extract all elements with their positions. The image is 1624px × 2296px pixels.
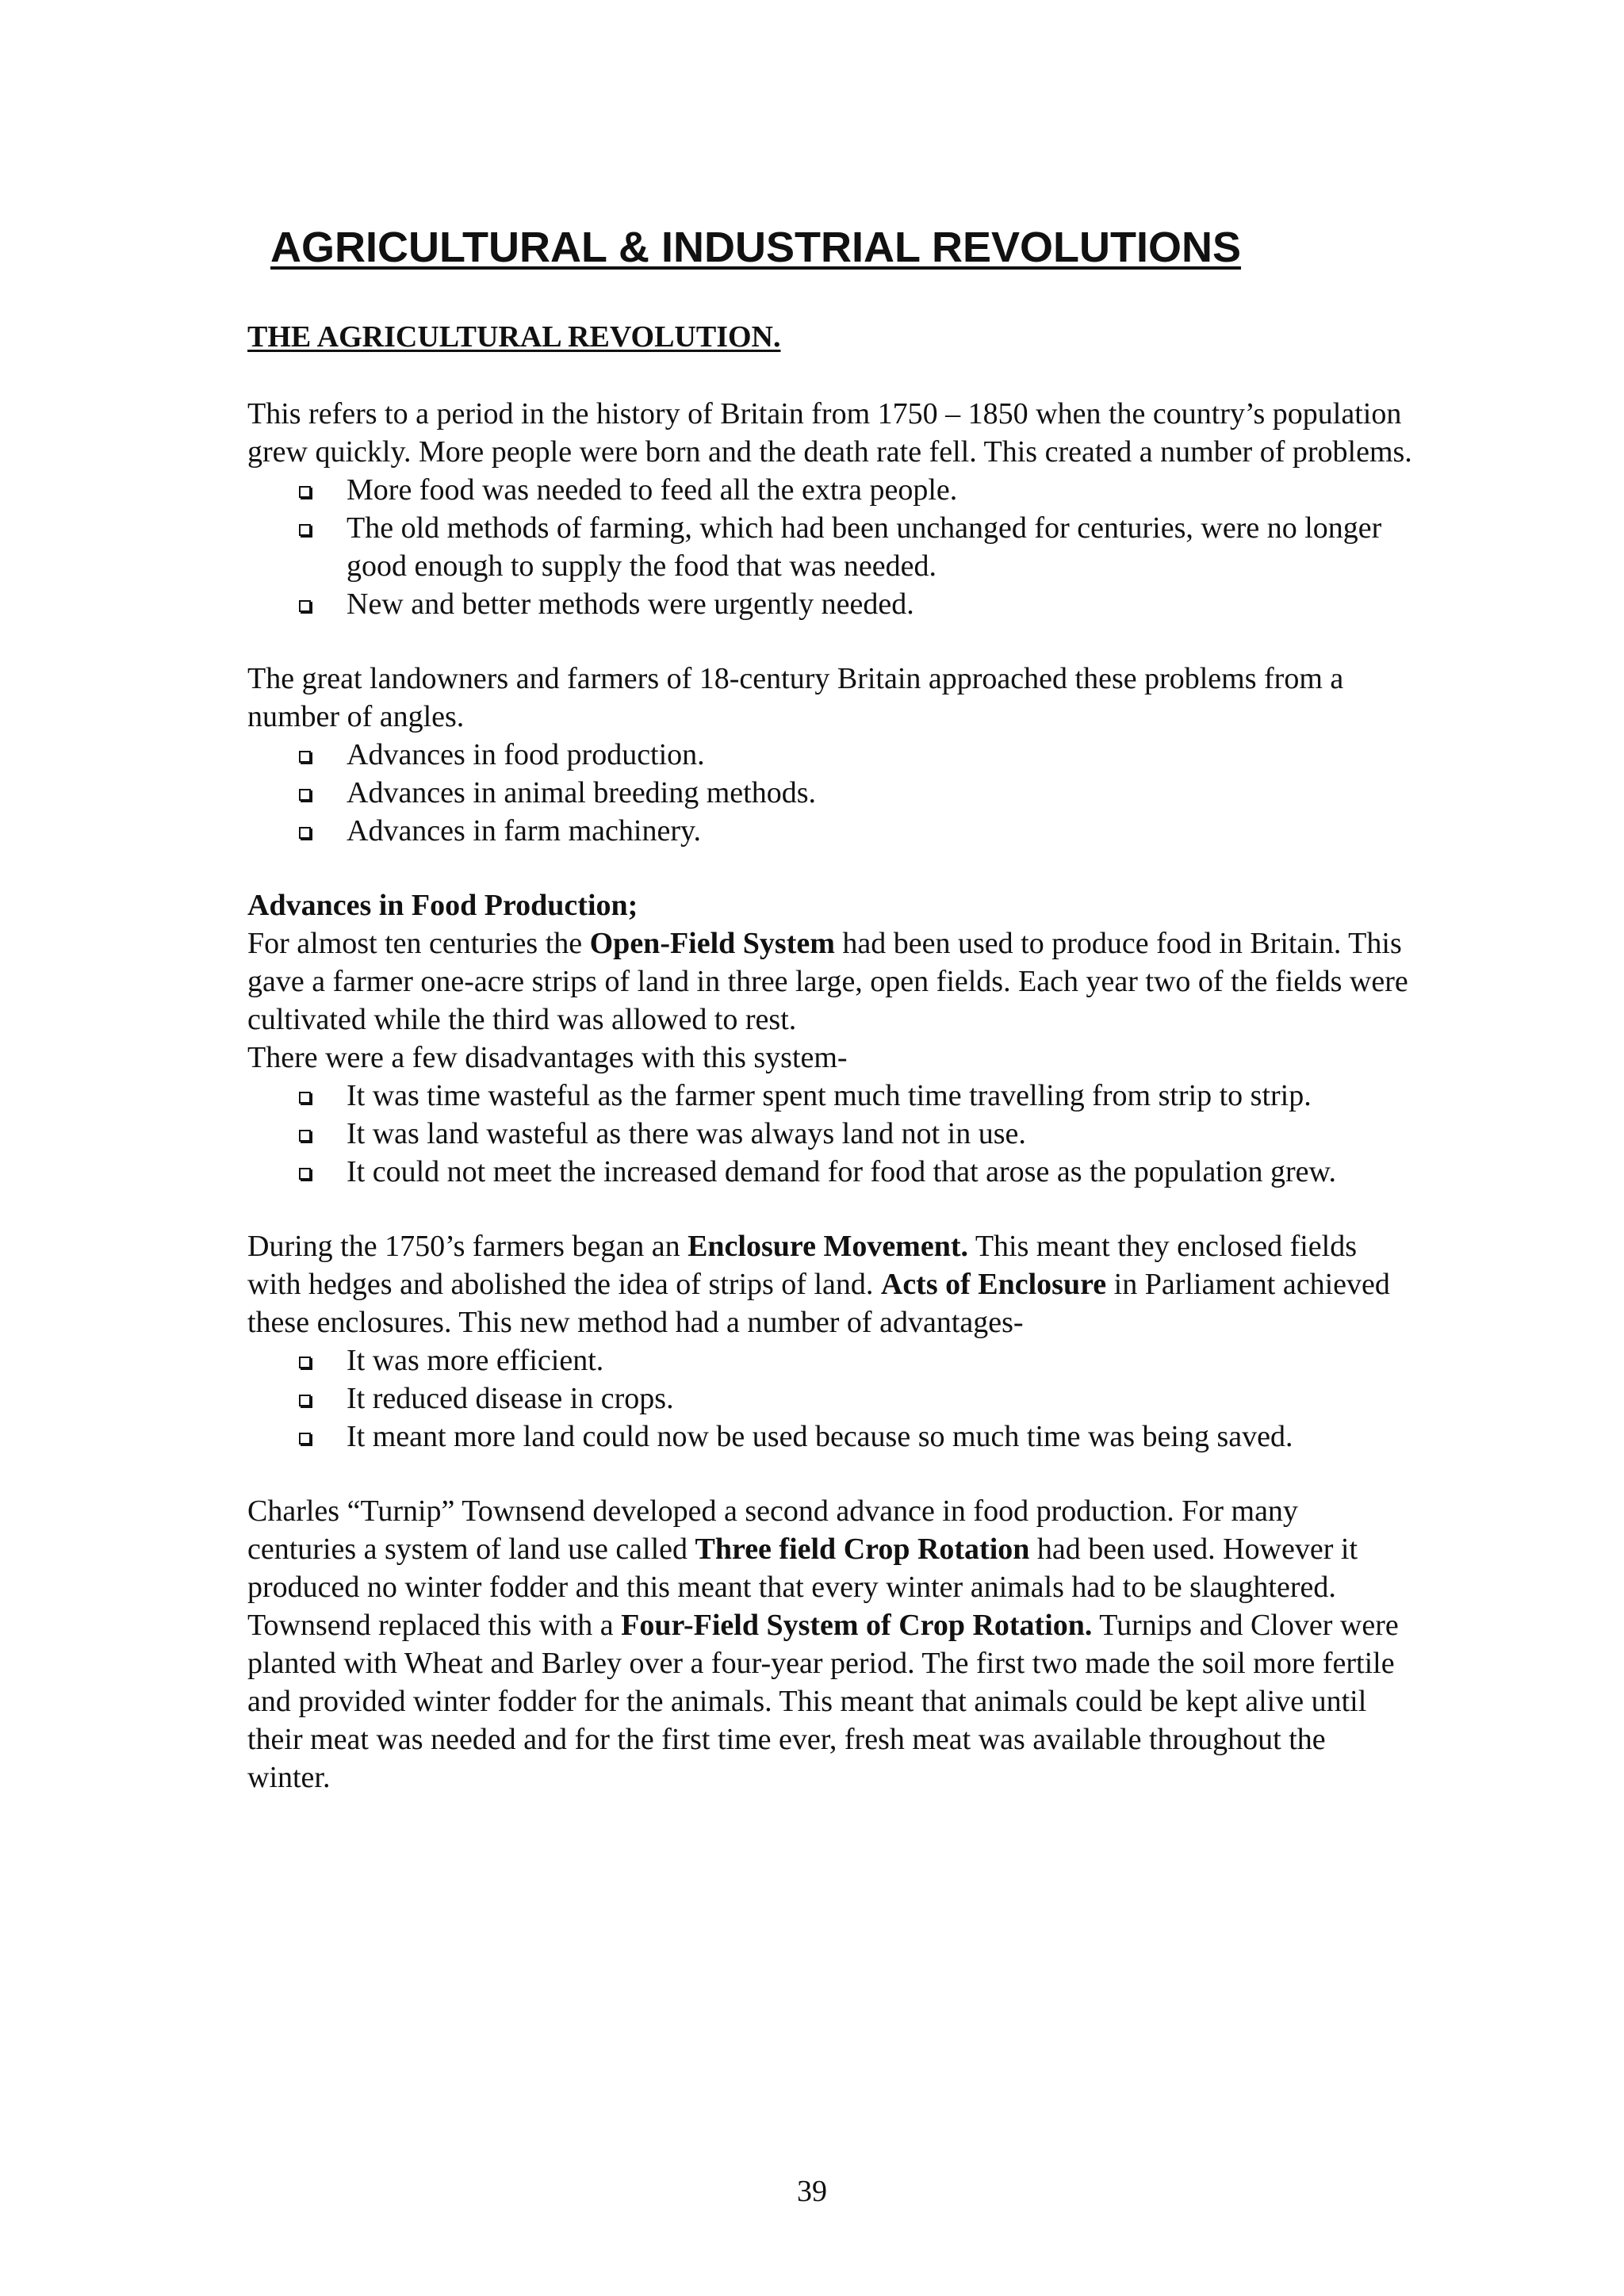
approaches-bullet-list bbox=[247, 736, 1413, 850]
page-number: 39 bbox=[797, 2175, 827, 2208]
list-item: Advances in food production. bbox=[347, 736, 1413, 774]
disadvantages-bullet-list bbox=[247, 1077, 1413, 1191]
open-field-term: Open-Field System bbox=[589, 927, 835, 961]
three-field-term: Three field Crop Rotation bbox=[695, 1533, 1030, 1567]
disadvantages-intro: There were a few disadvantages with this system- bbox=[247, 1041, 848, 1075]
list-item: It was land wasteful as there was always land not in use. bbox=[347, 1115, 1413, 1153]
list-item: Advances in farm machinery. bbox=[347, 812, 1413, 850]
intro-paragraph: This refers to a period in the history of Britain from 1750 – 1850 when the country’s population grew quickly. More people were born and the death rate fell. This created a number of problems. bbox=[247, 397, 1412, 469]
approaches-section bbox=[247, 660, 1413, 850]
four-field-term: Four-Field System of Crop Rotation. bbox=[621, 1609, 1093, 1643]
list-item: It could not meet the increased demand for food that arose as the population grew. bbox=[347, 1153, 1413, 1191]
enclosure-section bbox=[247, 1227, 1413, 1456]
food-production-heading: Advances in Food Production; bbox=[247, 889, 638, 923]
list-item: It was more efficient. bbox=[347, 1341, 1413, 1380]
list-item: It reduced disease in crops. bbox=[347, 1380, 1413, 1418]
approaches-paragraph: The great landowners and farmers of 18-century Britain approached these problems from a number of angles. bbox=[247, 662, 1344, 734]
enclosure-paragraph: During the 1750’s farmers began an Enclosure Movement. This meant they enclosed fields with hedges and abolished the idea of strips of land. Acts of Enclosure in Parliament achieved these enclosures. This new method had a number of advantages- bbox=[247, 1230, 1390, 1340]
list-item: Advances in animal breeding methods. bbox=[347, 774, 1413, 812]
open-field-paragraph: For almost ten centuries the Open-Field System had been used to produce food in Britain. This gave a farmer one-acre strips of land in three large, open fields. Each year two of the fields were cultivated while the third was allowed to rest. bbox=[247, 927, 1408, 1037]
townsend-section bbox=[247, 1492, 1413, 1797]
list-item: New and better methods were urgently needed. bbox=[347, 585, 1413, 623]
document-page bbox=[247, 222, 1413, 1833]
acts-of-enclosure-term: Acts of Enclosure bbox=[880, 1268, 1107, 1302]
list-item: The old methods of farming, which had been unchanged for centuries, were no longer good enough to supply the food that was needed. bbox=[347, 509, 1413, 585]
townsend-paragraph: Charles “Turnip” Townsend developed a second advance in food production. For many centuries a system of land use called Three field Crop Rotation had been used. However it produced no winter fodder and this meant that every winter animals had to be slaughtered. Townsend replaced this with a Four-Field System of Crop Rotation. Turnips and Clover were planted with Wheat and Barley over a four-year period. The first two made the soil more fertile and provided winter fodder for the animals. This meant that animals could be kept alive until their meat was needed and for the first time ever, fresh meat was available throughout the winter. bbox=[247, 1494, 1399, 1795]
list-item: It was time wasteful as the farmer spent much time travelling from strip to strip. bbox=[347, 1077, 1413, 1115]
list-item: More food was needed to feed all the extra people. bbox=[347, 471, 1413, 509]
section-title: THE AGRICULTURAL REVOLUTION. bbox=[247, 320, 781, 354]
intro-section bbox=[247, 395, 1413, 623]
list-item: It meant more land could now be used because so much time was being saved. bbox=[347, 1418, 1413, 1456]
advantages-bullet-list bbox=[247, 1341, 1413, 1456]
food-production-section bbox=[247, 886, 1413, 1191]
intro-bullet-list bbox=[247, 471, 1413, 623]
document-title: AGRICULTURAL & INDUSTRIAL REVOLUTIONS bbox=[270, 224, 1241, 271]
enclosure-movement-term: Enclosure Movement. bbox=[688, 1230, 968, 1264]
